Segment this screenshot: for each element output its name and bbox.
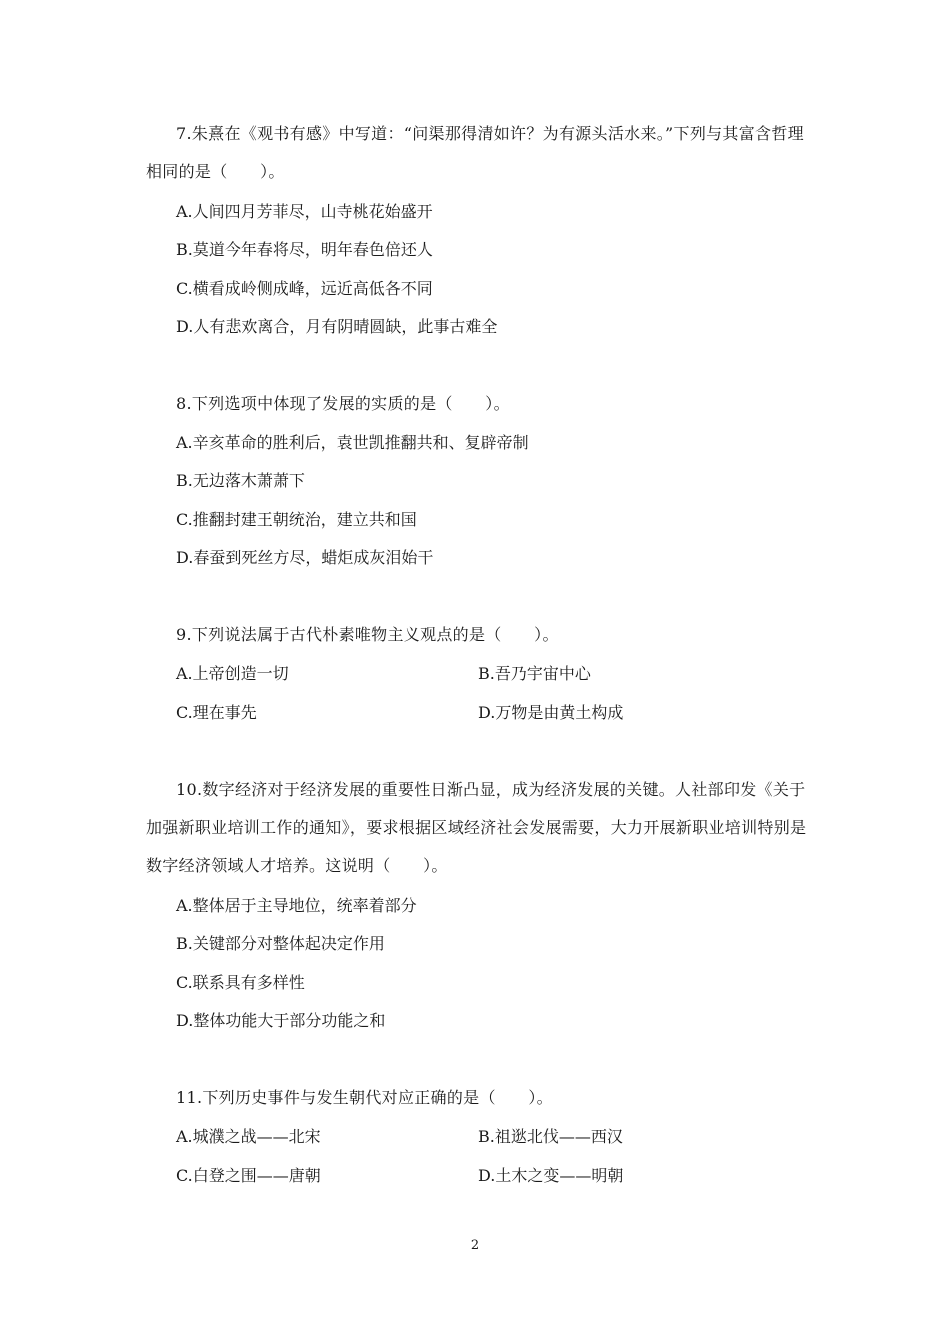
question-11-option-d: D.土木之变——明朝 [478,1166,624,1185]
question-10-option-d: D.整体功能大于部分功能之和 [176,1011,386,1030]
question-11-stem: 11.下列历史事件与发生朝代对应正确的是（ ）。 [176,1088,553,1107]
question-7-option-b: B.莫道今年春将尽，明年春色倍还人 [176,240,433,259]
question-8-option-a: A.辛亥革命的胜利后，袁世凯推翻共和、复辟帝制 [176,433,529,452]
question-11-option-b: B.祖逖北伐——西汉 [478,1127,623,1146]
question-11-option-c: C.白登之围——唐朝 [176,1166,321,1185]
question-9-option-d: D.万物是由黄土构成 [478,703,624,722]
question-11-option-a: A.城濮之战——北宋 [176,1127,321,1146]
question-10-option-c: C.联系具有多样性 [176,973,305,992]
question-8-option-b: B.无边落木萧萧下 [176,471,305,490]
question-9-option-b: B.吾乃宇宙中心 [478,664,591,683]
question-7-stem: 7.朱熹在《观书有感》中写道：“问渠那得清如许？为有源头活水来。”下列与其富含哲理相同的是（ ）。 [146,124,804,181]
question-8-option-d: D.春蚕到死丝方尽，蜡炬成灰泪始干 [176,548,434,567]
question-9-option-a: A.上帝创造一切 [176,664,289,683]
page-number: 2 [470,1238,480,1253]
question-8-stem: 8.下列选项中体现了发展的实质的是（ ）。 [176,394,510,413]
question-9-option-c: C.理在事先 [176,703,257,722]
question-7-option-d: D.人有悲欢离合，月有阴晴圆缺，此事古难全 [176,317,498,336]
question-10-stem: 10.数字经济对于经济发展的重要性日渐凸显，成为经济发展的关键。人社部印发《关于加强新职业培训工作的通知》，要求根据区域经济社会发展需要，大力开展新职业培训特别是数字经济领域人才培养。这说明（ ）。 [146,780,807,875]
question-8-option-c: C.推翻封建王朝统治，建立共和国 [176,510,417,529]
question-7-option-a: A.人间四月芳菲尽，山寺桃花始盛开 [176,202,433,221]
question-7-option-c: C.横看成岭侧成峰，远近高低各不同 [176,279,433,298]
question-10-option-a: A.整体居于主导地位，统率着部分 [176,896,417,915]
question-9-stem: 9.下列说法属于古代朴素唯物主义观点的是（ ）。 [176,625,559,644]
question-10-option-b: B.关键部分对整体起决定作用 [176,934,385,953]
